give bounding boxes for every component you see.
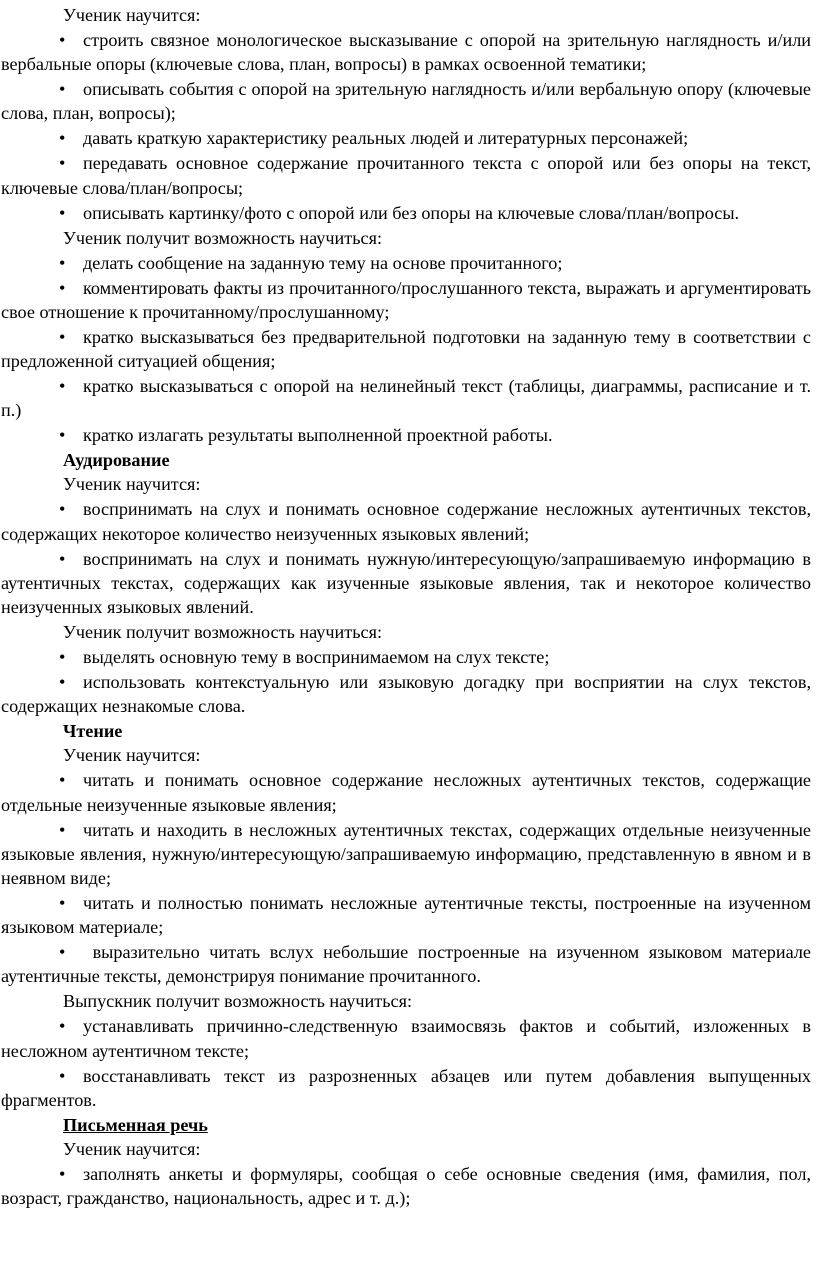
- bullet-item: [1, 818, 811, 891]
- bullet-item: [1, 768, 811, 816]
- bullet-icon: •: [59, 1164, 66, 1185]
- bullet-item: [1, 497, 811, 545]
- bullet-text: использовать контекстуальную или языковую догадку при восприятии на слух текстов, содержащих незнакомые слова.: [1, 672, 811, 717]
- bullet-item: [1, 891, 811, 939]
- bullet-item: [1, 423, 811, 447]
- section-heading: [1, 1113, 811, 1137]
- bullet-icon: •: [59, 128, 66, 149]
- section-label: Ученик научится:: [63, 745, 201, 766]
- section-heading-text: Письменная речь: [63, 1114, 208, 1135]
- bullet-text: воспринимать на слух и понимать основное содержание несложных аутентичных текстов, содержащих некоторое количество неизученных языковых явлений;: [1, 499, 811, 544]
- bullet-icon: •: [59, 153, 66, 174]
- bullet-icon: •: [59, 672, 66, 693]
- bullet-icon: •: [59, 30, 66, 50]
- bullet-text: выделять основную тему в воспринимаемом на слух тексте;: [83, 647, 550, 668]
- section-label: Ученик научится:: [63, 1139, 201, 1160]
- bullet-text: описывать картинку/фото с опорой или без опоры на ключевые слова/план/вопросы.: [83, 202, 740, 223]
- bullet-text: воспринимать на слух и понимать нужную/интересующую/запрашиваемую информацию в аутентичных текстах, содержащих как изученные языковые явления, так и некоторое количество неизученных языковых явлений.: [1, 548, 811, 618]
- bullet-icon: •: [59, 326, 66, 347]
- bullet-text: описывать события с опорой на зрительную наглядность и/или вербальную опору (ключевые слова, план, вопросы);: [1, 79, 811, 124]
- bullet-text: кратко высказываться без предварительной подготовки на заданную тему в соответствии с предложенной ситуацией общения;: [1, 326, 811, 372]
- section-heading-text: Чтение: [63, 721, 123, 742]
- section-label: Ученик научится:: [63, 5, 201, 25]
- bullet-text: передавать основное содержание прочитанного текста с опорой или без опоры на текст, ключевые слова/план/вопросы;: [1, 153, 811, 198]
- bullet-icon: •: [59, 425, 66, 446]
- bullet-icon: •: [59, 942, 66, 963]
- bullet-item: [1, 151, 811, 199]
- bullet-icon: •: [59, 647, 66, 668]
- section-label: Ученик научится:: [63, 474, 201, 495]
- bullet-icon: •: [59, 893, 66, 914]
- bullet-text: комментировать факты из прочитанного/прослушанного текста, выражать и аргументировать свое отношение к прочитанному/прослушанному;: [1, 277, 811, 322]
- bullet-icon: •: [59, 252, 66, 273]
- bullet-icon: •: [59, 770, 66, 791]
- bullet-item: [1, 940, 811, 988]
- bullet-text: кратко высказываться с опорой на нелинейный текст (таблицы, диаграммы, расписание и т. п.): [1, 376, 811, 421]
- bullet-item: [1, 28, 811, 76]
- bullet-icon: •: [59, 499, 66, 520]
- section-heading: [1, 448, 811, 472]
- bullet-item: [1, 201, 811, 225]
- bullet-text: заполнять анкеты и формуляры, сообщая о себе основные сведения (имя, фамилия, пол, возраст, гражданство, национальность, адрес и т. д.);: [1, 1164, 811, 1209]
- bullet-text: читать и полностью понимать несложные аутентичные тексты, построенные на изученном языковом материале;: [1, 893, 811, 938]
- bullet-text: кратко излагать результаты выполненной проектной работы.: [83, 425, 553, 446]
- section-heading: [1, 719, 811, 743]
- bullet-item: [1, 1064, 811, 1112]
- bullet-item: [1, 126, 811, 150]
- bullet-text: давать краткую характеристику реальных людей и литературных персонажей;: [83, 128, 689, 149]
- bullet-item: [1, 547, 811, 620]
- bullet-text: строить связное монологическое высказывание с опорой на зрительную наглядность и/или вербальные опоры (ключевые слова, план, вопросы) в рамках освоенной тематики;: [1, 30, 811, 75]
- bullet-icon: •: [59, 548, 66, 569]
- section-label: Ученик получит возможность научиться:: [63, 622, 383, 643]
- bullet-icon: •: [59, 819, 66, 840]
- bullet-item: [1, 670, 811, 718]
- bullet-text: делать сообщение на заданную тему на основе прочитанного;: [83, 252, 563, 273]
- bullet-text: устанавливать причинно-следственную взаимосвязь фактов и событий, изложенных в несложном аутентичном тексте;: [1, 1016, 811, 1061]
- bullet-text: выразительно читать вслух небольшие построенные на изученном языковом материале аутентичные тексты, демонстрируя понимание прочитанного.: [1, 942, 811, 987]
- bullet-item: [1, 77, 811, 125]
- bullet-icon: •: [59, 202, 66, 223]
- bullet-text: восстанавливать текст из разрозненных абзацев или путем добавления выпущенных фрагментов.: [1, 1065, 811, 1110]
- bullet-text: читать и находить в несложных аутентичных текстах, содержащих отдельные неизученные языковые явления, нужную/интересующую/запрашиваемую информацию, представленную в явном и в неявном виде;: [1, 819, 811, 889]
- bullet-item: [1, 1162, 811, 1210]
- section-label: Ученик получит возможность научиться:: [63, 227, 383, 248]
- bullet-item: [1, 645, 811, 669]
- bullet-text: читать и понимать основное содержание несложных аутентичных текстов, содержащие отдельные неизученные языковые явления;: [1, 770, 811, 815]
- bullet-icon: •: [59, 277, 66, 298]
- bullet-item: [1, 251, 811, 275]
- bullet-item: [1, 1014, 811, 1062]
- section-heading-text: Аудирование: [63, 450, 170, 471]
- bullet-icon: •: [59, 1065, 66, 1086]
- bullet-icon: •: [59, 376, 66, 397]
- bullet-item: [1, 374, 811, 422]
- section-label: Выпускник получит возможность научиться:: [63, 991, 412, 1012]
- bullet-icon: •: [59, 79, 66, 100]
- bullet-item: [1, 276, 811, 324]
- bullet-icon: •: [59, 1016, 66, 1037]
- bullet-item: [1, 325, 811, 373]
